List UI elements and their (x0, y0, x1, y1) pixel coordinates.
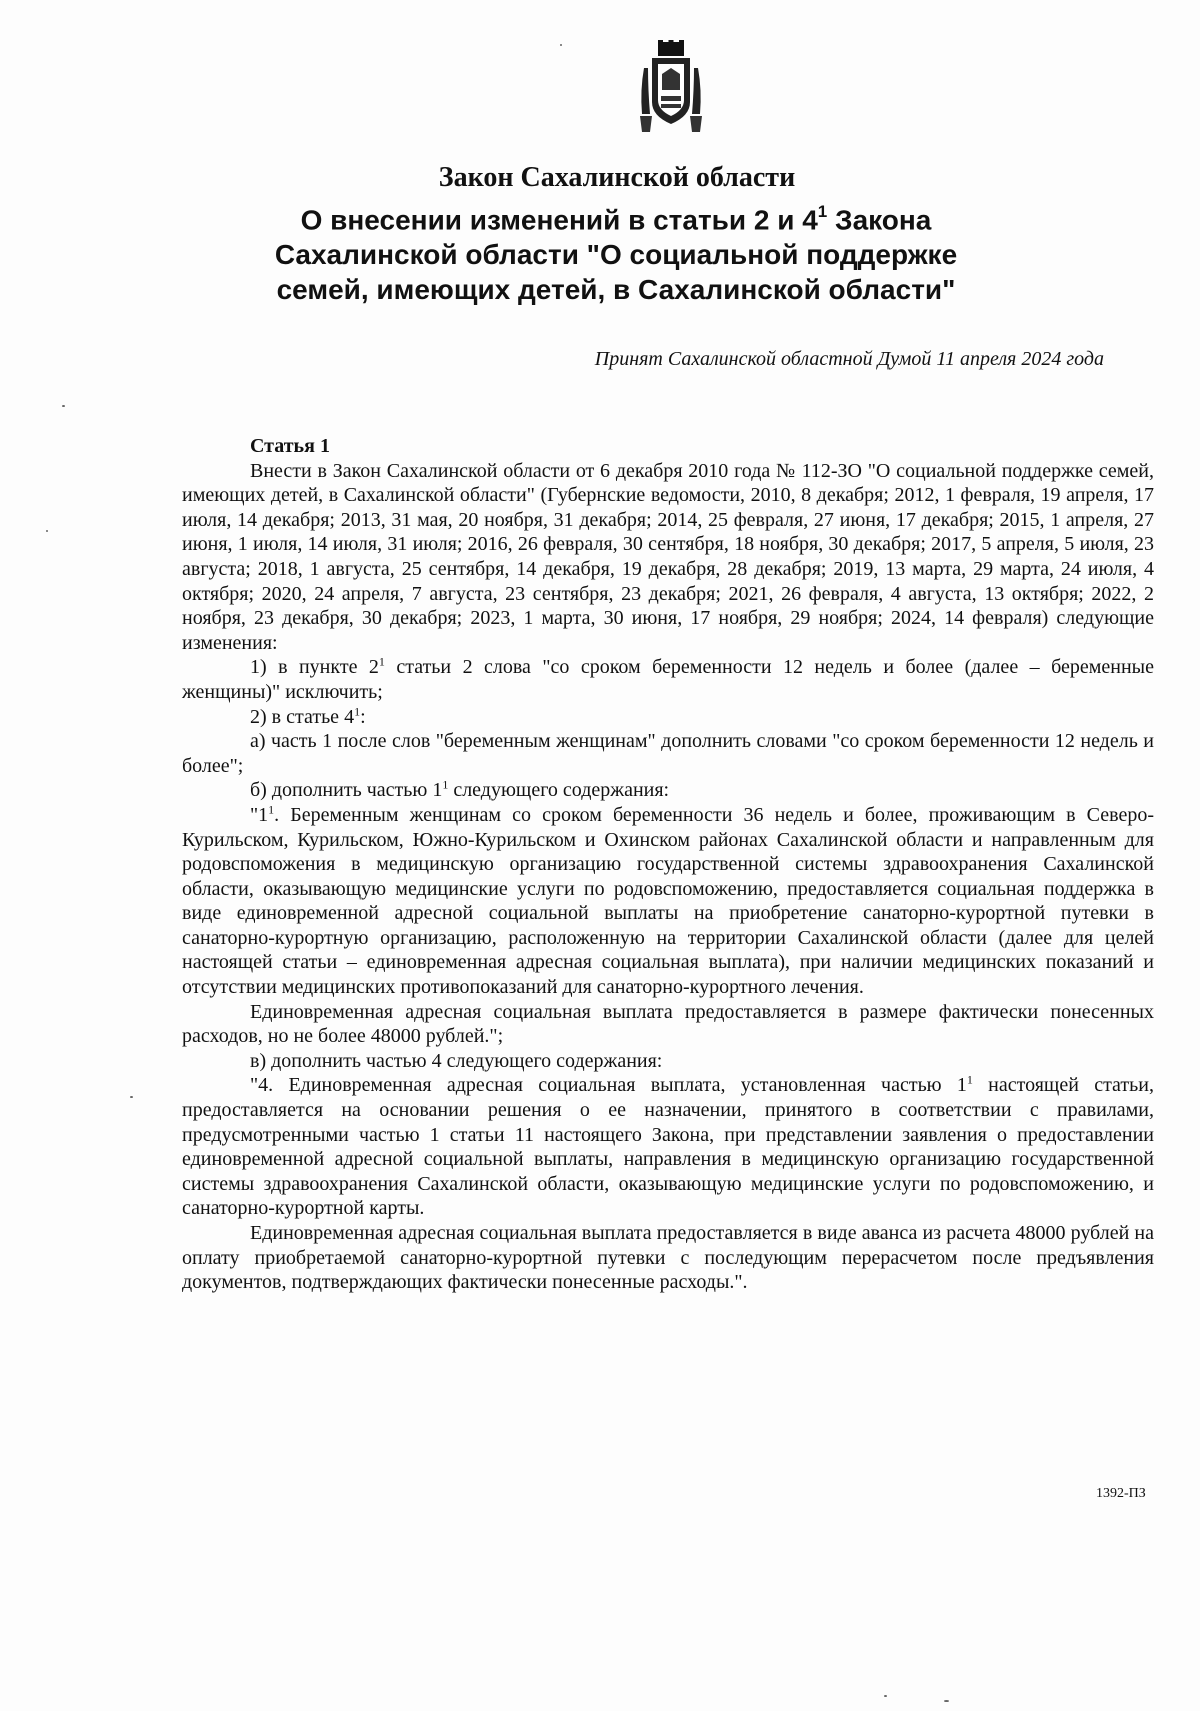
document-code: 1392-ПЗ (1096, 1486, 1146, 1501)
article-intro: Внести в Закон Сахалинской области от 6 декабря 2010 года № 112-ЗО "О социальной поддержке семей, имеющих детей, в Сахалинской области" (Губернские ведомости, 2010, 8 декабря; 2012, 1 февраля, 19 апреля, 17 июля, 14 декабря; 2013, 31 мая, 20 ноября, 31 декабря; 2014, 25 февраля, 27 июня, 17 декабря; 2015, 1 апреля, 27 июня, 1 июля, 14 июля, 31 июля; 2016, 26 февраля, 30 сентября, 18 ноября, 30 декабря; 2017, 5 апреля, 5 июля, 23 августа; 2018, 1 августа, 25 сентября, 14 декабря, 19 декабря, 28 декабря; 2019, 13 марта, 29 марта, 24 июля, 4 октября; 2020, 24 апреля, 7 августа, 23 сентября, 23 декабря; 2021, 26 февраля, 4 августа, 13 октября; 2022, 2 ноября, 23 декабря, 30 декабря; 2023, 1 марта, 30 июня, 17 ноября, 29 ноября; 2024, 14 февраля) следующие изменения: (182, 459, 1154, 654)
part-1-1-text: "$1^1$. Беременным женщинам со сроком беременности 36 недель и более, проживающим в Северо-Курильском, Курильском, Южно-Курильском и Охинском районах Сахалинской области и направленным для родовспоможения в медицинскую организацию государственной системы здравоохранения Сахалинской области, оказывающую медицинские услуги по родовспоможению, предоставляется социальная поддержка в виде единовременной адресной социальной выплаты на приобретение санаторно-курортной путевки в санаторно-курортную организацию, расположенную на территории Сахалинской области (далее для целей настоящей статьи – единовременная адресная социальная выплата), при наличии медицинских показаний и отсутствии медицинских противопоказаний для санаторно-курортного лечения. (182, 802, 1154, 999)
amendment-item-2: 2) в статье $4^1$: (250, 703, 366, 728)
article-heading: Статья 1 (250, 435, 330, 457)
law-subtitle-line-1: О внесении изменений в статьи 2 и $4^1$ Закона (300, 202, 932, 236)
adoption-note: Принят Сахалинской областной Думой 11 апреля 2024 года (594, 348, 1104, 370)
amendment-item-2a: а) часть 1 после слов "беременным женщинам" дополнить словами "со сроком беременности 12 недель и более"; (182, 730, 1154, 777)
scan-speck (62, 405, 65, 407)
law-subtitle-line-3: семей, имеющих детей, в Сахалинской области" (276, 274, 956, 306)
scan-speck (560, 44, 562, 46)
part-4-text: "4. Единовременная адресная социальная выплата, установленная частью $1^1$ настоящей статьи, предоставляется на основании решения о ее назначении, принятого в соответствии с правилами, предусмотренными частью 1 статьи 11 настоящего Закона, при представлении заявления о предоставлении единовременной адресной социальной выплаты, направления в медицинскую организацию государственной системы здравоохранения Сахалинской области, оказывающую медицинские услуги по родовспоможению, и санаторно-курортной карты. (182, 1072, 1154, 1220)
amendment-item-1: 1) в пункте $2^1$ статьи 2 слова "со сроком беременности 12 недель и более (далее – беременные женщины)" исключить; (182, 654, 1154, 703)
part-1-1-second-paragraph: Единовременная адресная социальная выплата предоставляется в размере фактически понесенных расходов, но не более 48000 рублей."; (182, 1000, 1154, 1048)
article-body (182, 434, 1154, 1295)
scan-speck (46, 530, 48, 532)
scan-speck (884, 1695, 887, 1697)
law-title-block (0, 160, 1200, 307)
coat-of-arms-icon (636, 40, 706, 132)
scan-speck (130, 1096, 133, 1098)
law-title: Закон Сахалинской области (438, 162, 796, 193)
amendment-item-2b: б) дополнить частью $1^1$ следующего содержания: (250, 777, 670, 802)
amendment-item-2v: в) дополнить частью 4 следующего содержания: (250, 1049, 663, 1072)
law-subtitle-line-2: Сахалинской области "О социальной поддержке (274, 239, 958, 271)
scan-speck (944, 1700, 949, 1702)
part-4-second-paragraph: Единовременная адресная социальная выплата предоставляется в виде аванса из расчета 48000 рублей на оплату приобретаемой санаторно-курортной путевки с последующим перерасчетом после предъявления документов, подтверждающих фактически понесенные расходы.". (182, 1222, 1154, 1294)
